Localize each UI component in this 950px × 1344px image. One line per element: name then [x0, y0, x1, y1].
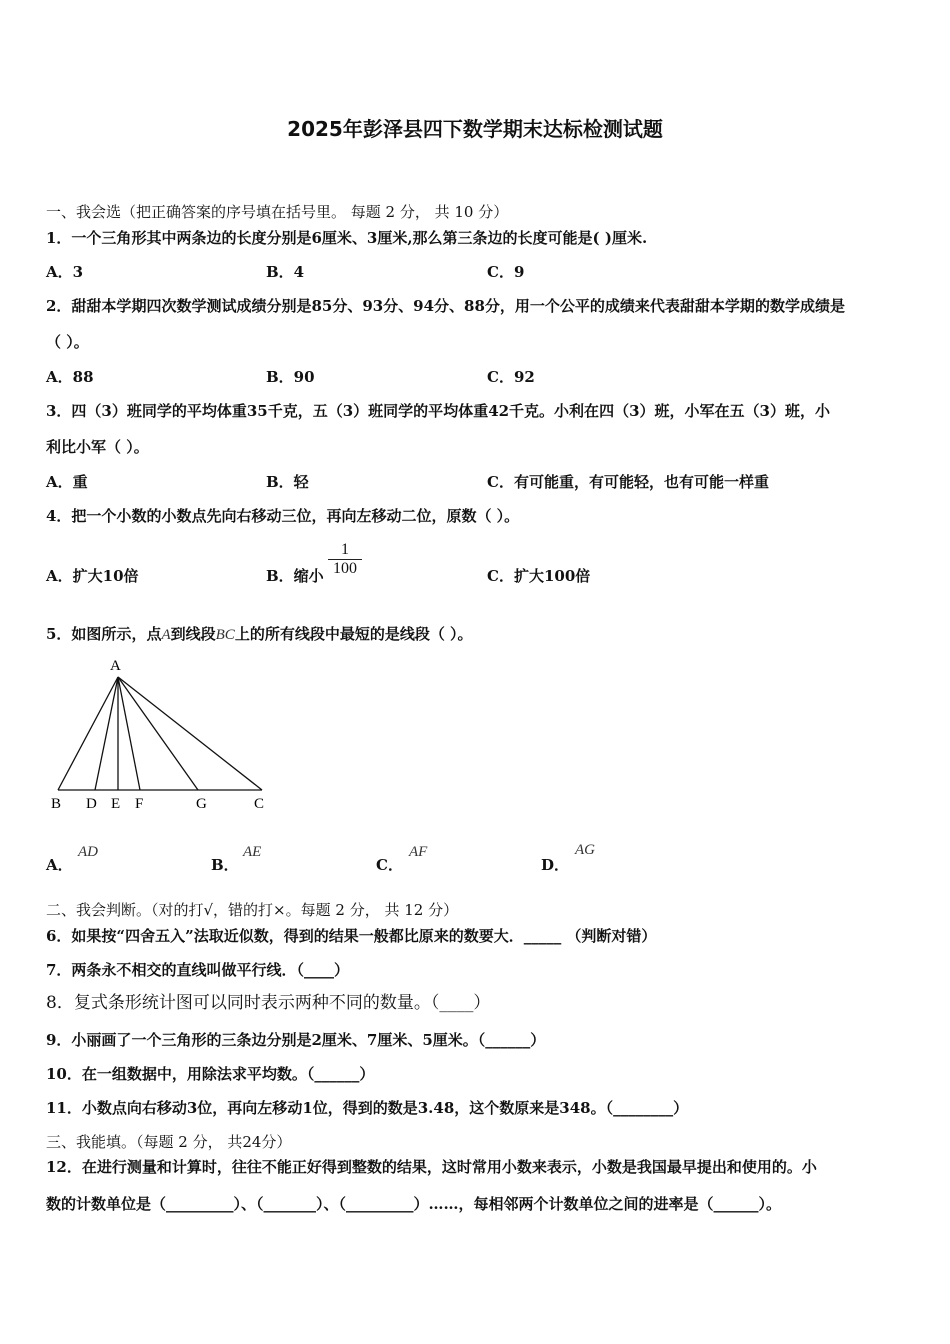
question-5-option-b-value: AE: [243, 844, 262, 860]
question-5-option-b-label: B．: [211, 856, 239, 874]
question-2-stem-line2: （ ）。: [46, 333, 89, 351]
figure-label-a: A: [110, 658, 121, 674]
question-5-stem-pre: 5．如图所示，点: [46, 625, 162, 643]
point-a-label: A: [161, 627, 171, 643]
question-5-option-a-value: AD: [78, 844, 98, 860]
question-5-stem: [46, 624, 473, 645]
question-2-option-a: A．88: [46, 368, 94, 386]
fraction-one-hundredth: [328, 541, 362, 578]
question-3-option-c: C．有可能重，有可能轻，也有可能一样重: [487, 473, 769, 491]
question-5-option-d-label: D．: [541, 856, 570, 874]
page-title: 2025年彭泽县四下数学期末达标检测试题: [287, 117, 663, 141]
question-5-option-d-value: AG: [575, 842, 595, 858]
fraction-numerator: 1: [341, 541, 349, 558]
question-7: 7．两条永不相交的直线叫做平行线．（____）: [46, 961, 349, 979]
question-5-option-a-label: A．: [46, 856, 73, 874]
fraction-denominator: 100: [328, 559, 362, 578]
question-8: 8．复式条形统计图可以同时表示两种不同的数量。（____）: [46, 993, 491, 1013]
figure-label-f: F: [135, 796, 144, 812]
question-4-option-b-prefix: B．缩小: [266, 567, 324, 585]
question-9: 9．小丽画了一个三角形的三条边分别是2厘米、7厘米、5厘米。（______）: [46, 1031, 546, 1049]
question-2-option-b: B．90: [266, 368, 315, 386]
figure-label-c: C: [254, 796, 265, 812]
section-1-heading: 一、我会选（把正确答案的序号填在括号里。 每题 2 分， 共 10 分）: [46, 203, 509, 221]
figure-label-b: B: [51, 796, 62, 812]
question-3-stem-line2: 利比小军（ ）。: [46, 438, 149, 456]
section-3-heading: 三、我能填。（每题 2 分， 共24分）: [46, 1133, 292, 1151]
question-6: 6．如果按“四舍五入”法取近似数，得到的结果一般都比原来的数要大．_____ （判断对错）: [46, 927, 657, 945]
question-3-option-b: B．轻: [266, 473, 309, 491]
segment-bc-label: BC: [215, 627, 235, 643]
question-3-stem-line1: 3．四（3）班同学的平均体重35千克，五（3）班同学的平均体重42千克。小利在四（3）班，小军在五（3）班，小: [46, 402, 830, 420]
figure-label-g: G: [196, 796, 207, 812]
figure-label-d: D: [86, 796, 97, 812]
question-4-option-a: A．扩大10倍: [46, 567, 139, 585]
question-1-option-c: C．9: [487, 263, 525, 281]
question-4-option-c: C．扩大100倍: [487, 567, 591, 585]
question-5-stem-mid: 到线段: [170, 625, 216, 643]
question-3-option-a: A．重: [46, 473, 88, 491]
section-2-heading: 二、我会判断。（对的打√，错的打×。每题 2 分， 共 12 分）: [46, 901, 459, 919]
figure-label-e: E: [111, 796, 121, 812]
question-2-option-c: C．92: [487, 368, 535, 386]
question-5-stem-post: 上的所有线段中最短的是线段（ ）。: [234, 625, 473, 643]
question-12-line2: 数的计数单位是（_________）、（_______）、（_________）……，每相邻两个计数单位之间的进率是（______）。: [46, 1195, 782, 1213]
question-11: 11．小数点向右移动3位，再向左移动1位，得到的数是3.48，这个数原来是348。（________）: [46, 1099, 689, 1117]
question-5-option-c-value: AF: [409, 844, 428, 860]
triangle-figure: [40, 650, 280, 820]
question-1-stem: 1．一个三角形其中两条边的长度分别是6厘米、3厘米,那么第三条边的长度可能是( )厘米.: [46, 229, 648, 247]
question-10: 10．在一组数据中，用除法求平均数。（______）: [46, 1065, 375, 1083]
question-12-line1: 12．在进行测量和计算时，往往不能正好得到整数的结果，这时常用小数来表示，小数是我国最早提出和使用的。小: [46, 1158, 817, 1176]
question-1-option-a: A．3: [46, 263, 84, 281]
question-4-stem: 4．把一个小数的小数点先向右移动三位，再向左移动二位，原数（ ）。: [46, 507, 520, 525]
question-2-stem-line1: 2．甜甜本学期四次数学测试成绩分别是85分、93分、94分、88分，用一个公平的成绩来代表甜甜本学期的数学成绩是: [46, 297, 845, 315]
question-5-option-c-label: C．: [376, 856, 403, 874]
question-1-option-b: B．4: [266, 263, 305, 281]
